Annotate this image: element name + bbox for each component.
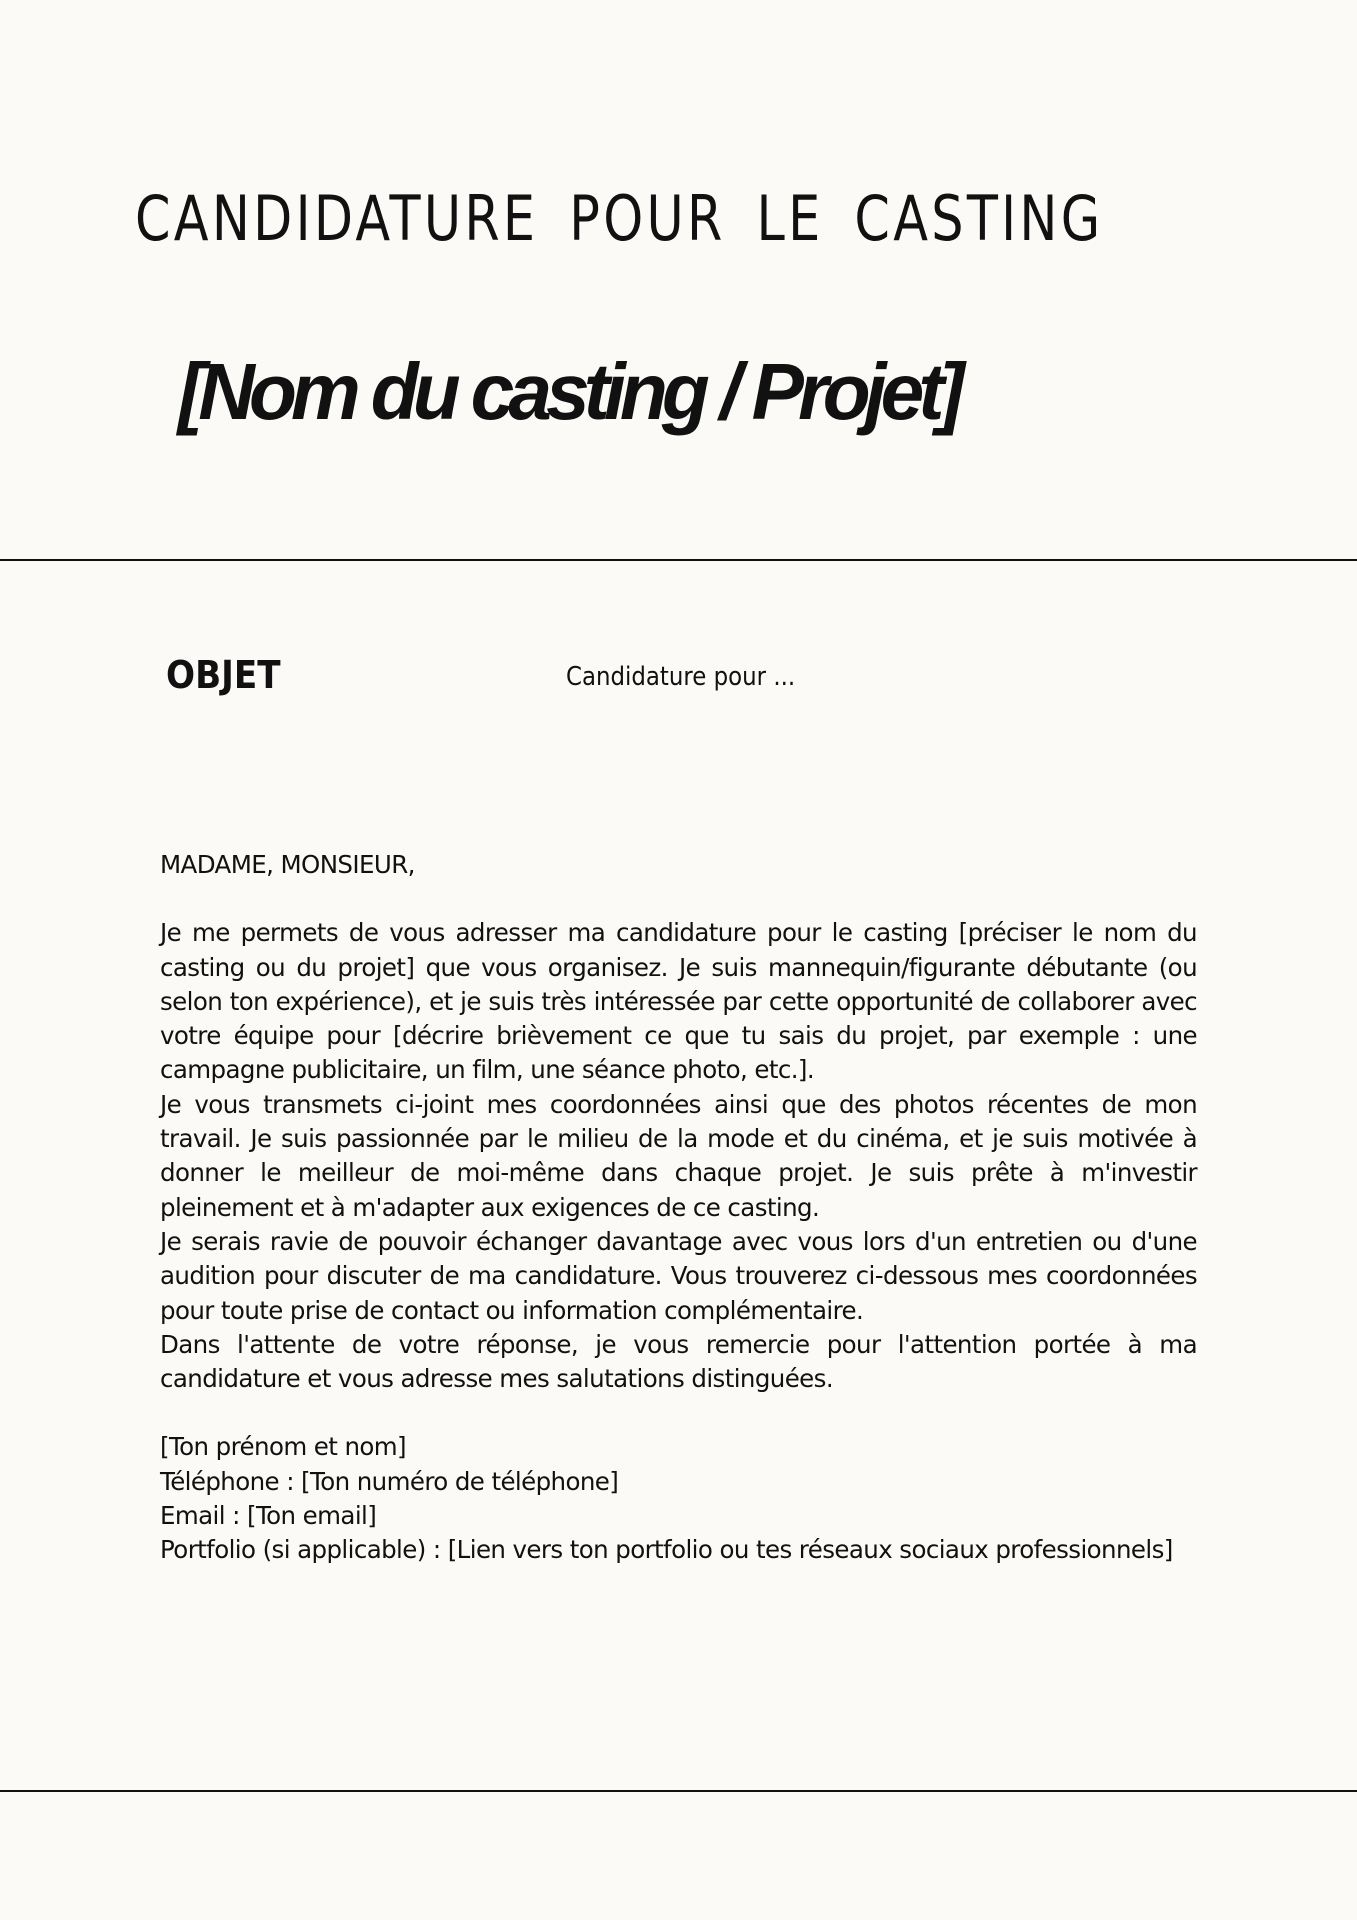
letter-greeting: MADAME, MONSIEUR,	[160, 850, 415, 879]
bottom-divider	[0, 1790, 1357, 1792]
objet-label: OBJET	[166, 653, 281, 697]
contact-email: Email : [Ton email]	[160, 1501, 377, 1531]
top-divider	[0, 559, 1357, 561]
document-title: CANDIDATURE POUR LE CASTING	[135, 182, 1104, 255]
letter-paragraph-2: Je vous transmets ci-joint mes coordonnées ainsi que des photos récentes de mon travail. Je suis passionnée par le milieu de la mode et du cinéma, et je suis motivée à donner le meilleur de moi-même dans chaque projet. Je suis prête à m'investir pleinement et à m'adapter aux exigences de ce casting.	[160, 1089, 1197, 1222]
objet-value: Candidature pour ...	[566, 662, 796, 692]
casting-project-name: [Nom du casting / Projet]	[178, 347, 959, 436]
contact-name: [Ton prénom et nom]	[160, 1432, 407, 1462]
spacer	[160, 1396, 1197, 1430]
letter-paragraph-1: Je me permets de vous adresser ma candidature pour le casting [préciser le nom du casting ou du projet] que vous organisez. Je suis mannequin/figurante débutante (ou selon ton expérience), et je suis très intéressée par cette opportunité de collaborer avec votre équipe pour [décrire brièvement ce que tu sais du projet, par exemple : une campagne publicitaire, un film, une séance photo, etc.].	[160, 918, 1197, 1085]
letter-paragraph-3: Je serais ravie de pouvoir échanger davantage avec vous lors d'un entretien ou d'une audition pour discuter de ma candidature. Vous trouverez ci-dessous mes coordonnées pour toute prise de contact ou information complémentaire.	[160, 1226, 1197, 1325]
letter-body	[160, 848, 1197, 1568]
contact-phone: Téléphone : [Ton numéro de téléphone]	[160, 1466, 619, 1496]
letter-paragraph-4: Dans l'attente de votre réponse, je vous remercie pour l'attention portée à ma candidature et vous adresse mes salutations distinguées.	[160, 1329, 1197, 1394]
contact-portfolio: Portfolio (si applicable) : [Lien vers ton portfolio ou tes réseaux sociaux professionnels]	[160, 1535, 1173, 1565]
